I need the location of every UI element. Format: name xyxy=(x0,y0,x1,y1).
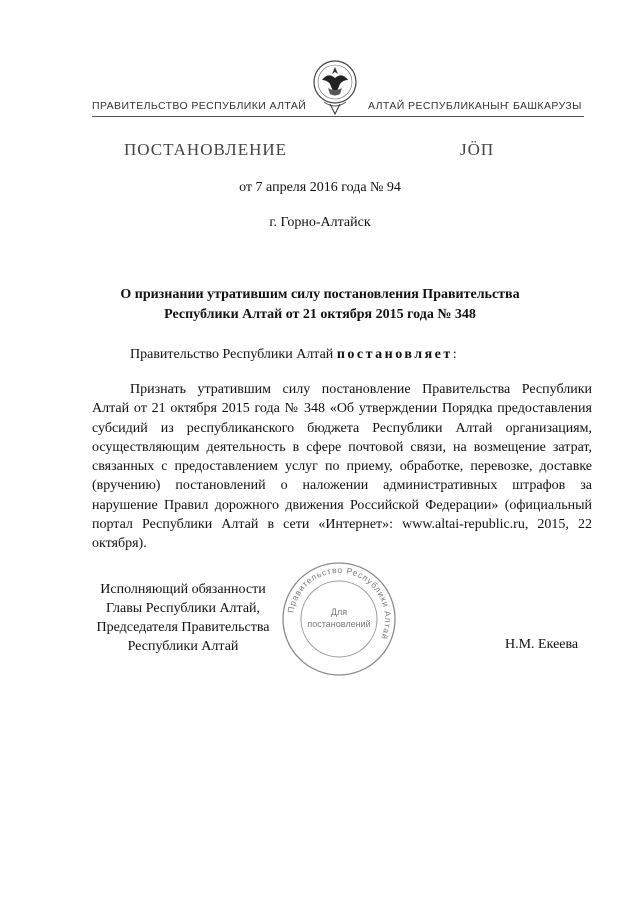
stamp-ring-text: Правительство Республики Алтай xyxy=(285,564,394,642)
document-city: г. Горно-Алтайск xyxy=(269,215,371,230)
government-name-altai: АЛТАЙ РЕСПУБЛИКАНЫҤ БАШКАРУЗЫ xyxy=(368,100,582,112)
signatory-line-1: Исполняющий обязанности xyxy=(100,582,266,597)
document-date-number: от 7 апреля 2016 года № 94 xyxy=(239,180,401,195)
government-name-russian: ПРАВИТЕЛЬСТВО РЕСПУБЛИКИ АЛТАЙ xyxy=(92,100,307,112)
document-type-altai: JÖП xyxy=(460,140,495,159)
svg-text:Правительство Республики Алтай xyxy=(285,565,393,641)
stamp-center-line-2: постановлений xyxy=(307,619,371,629)
lead-verb: постановляет xyxy=(336,347,453,362)
lead-colon: : xyxy=(452,347,457,362)
document-title-line-2: Республики Алтай от 21 октября 2015 года № 348 xyxy=(164,307,476,322)
signer-name: Н.М. Екеева xyxy=(505,637,579,652)
document-title xyxy=(0,285,640,325)
document-title-line-1: О признании утратившим силу постановления Правительства xyxy=(120,287,520,302)
document-type-russian: ПОСТАНОВЛЕНИЕ xyxy=(124,140,288,159)
stamp-center-line-1: Для xyxy=(330,607,348,617)
coat-of-arms-emblem xyxy=(310,58,360,116)
official-stamp xyxy=(280,560,398,678)
signatory-title xyxy=(78,580,288,656)
signatory-line-2: Главы Республики Алтай, xyxy=(105,601,261,616)
resolution-body: Признать утратившим силу постановление Правительства Республики Алтай от 21 октября 2015 года № 348 «Об утверждении Порядка предоставления субсидий из республиканского бюджета Республики Алтай организациям, осуществляющим деятельность в сфере почтовой связи, на возмещение затрат, связанных с предоставлением услуг по приему, обработке, перевозке, доставке (вручению) постановлений о наложении административных штрафов за нарушение Правил дорожного движения Российской Федерации» (официальный портал Республики Алтай в сети «Интернет»: www.altai-republic.ru, 2015, 22 октября). xyxy=(92,382,592,552)
signatory-line-3: Председателя Правительства xyxy=(96,620,270,635)
lead-subject: Правительство Республики Алтай xyxy=(130,347,334,362)
signatory-line-4: Республики Алтай xyxy=(127,639,239,654)
resolution-lead xyxy=(130,347,457,363)
header-divider xyxy=(92,116,584,117)
